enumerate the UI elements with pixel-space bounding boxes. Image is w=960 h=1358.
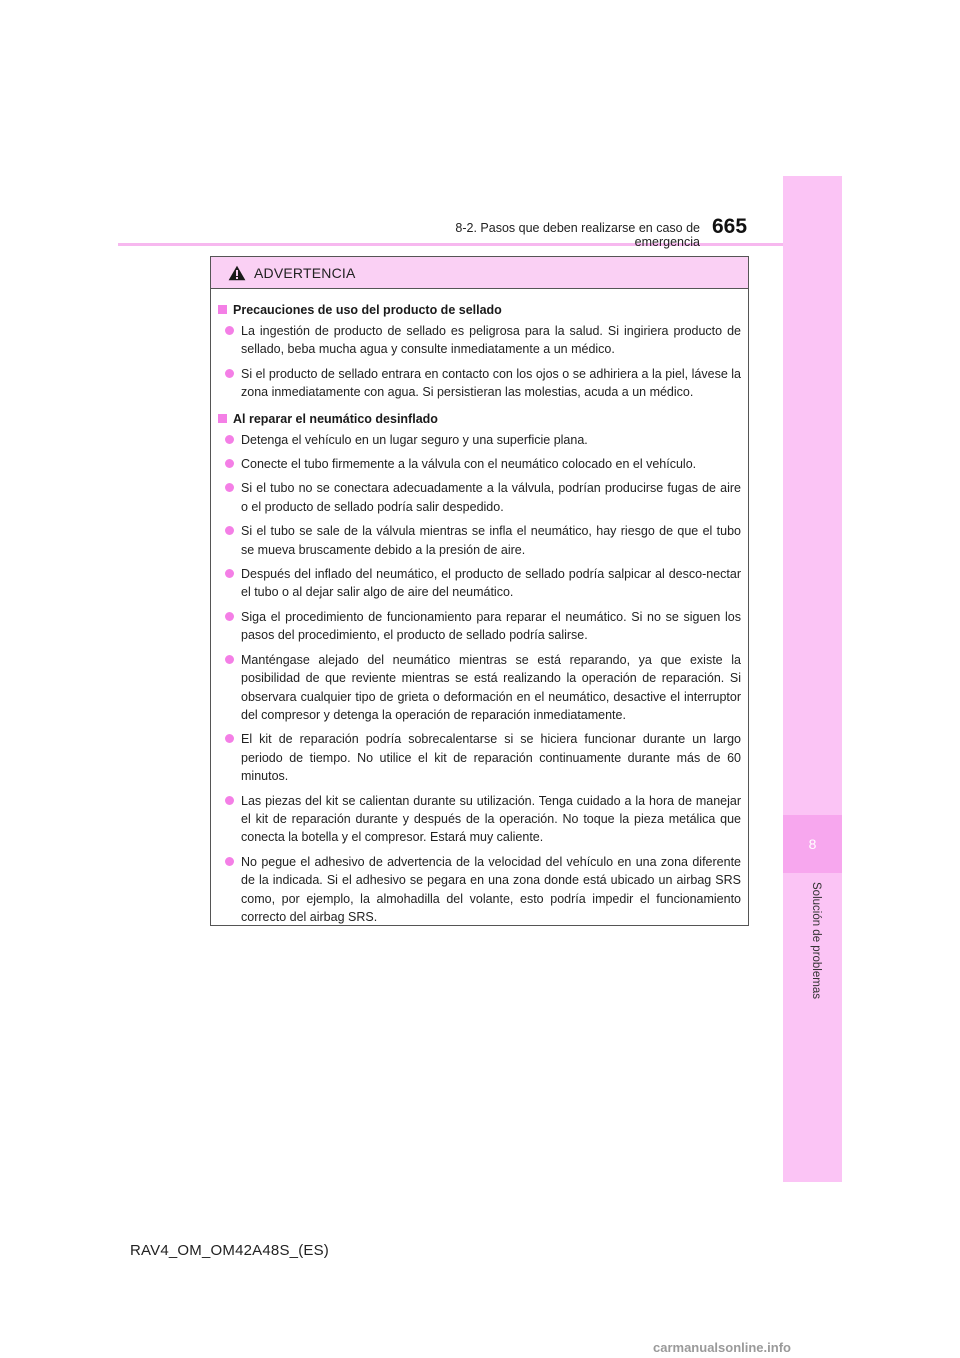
list-item: Manténgase alejado del neumático mientras se está reparando, ya que existe la posibilidad de que reviente mientras se está realizando la operación de reparación. Si observara cualquier tipo de grieta o deformación en el neumático, desactive el interruptor del compresor y detenga la operación de reparación inmediatamente. — [225, 651, 741, 725]
bullet-dot-icon — [225, 459, 234, 468]
warning-header — [211, 257, 748, 289]
list-item: Siga el procedimiento de funcionamiento para reparar el neumático. Si no se siguen los pasos del procedimiento, el producto de sellado podría salirse. — [225, 608, 741, 645]
list-item: La ingestión de producto de sellado es peligrosa para la salud. Si ingiriera producto de sellado, beba mucha agua y consulte inmediatamente a un médico. — [225, 322, 741, 359]
section-heading: Al reparar el neumático desinflado — [218, 410, 741, 428]
list-item: Si el tubo se sale de la válvula mientras se infla el neumático, hay riesgo de que el tubo se mueva bruscamente debido a la presión de aire. — [225, 522, 741, 559]
list-item: Después del inflado del neumático, el producto de sellado podría salpicar al desco-nectar el tubo o al dejar salir algo de aire del neumático. — [225, 565, 741, 602]
bullet-dot-icon — [225, 796, 234, 805]
warning-title: ADVERTENCIA — [254, 264, 356, 281]
bullet-dot-icon — [225, 526, 234, 535]
list-item: Detenga el vehículo en un lugar seguro y una superficie plana. — [225, 431, 741, 449]
list-item: El kit de reparación podría sobrecalentarse si se hiciera funcionar durante un largo periodo de tiempo. No utilice el kit de reparación continuamente durante más de 60 minutos. — [225, 730, 741, 785]
bullet-dot-icon — [225, 326, 234, 335]
bullet-dot-icon — [225, 369, 234, 378]
chapter-title: Solución de problemas — [810, 882, 822, 999]
bullet-dot-icon — [225, 612, 234, 621]
list-item: Conecte el tubo firmemente a la válvula con el neumático colocado en el vehículo. — [225, 455, 741, 473]
section-title: 8-2. Pasos que deben realizarse en caso de emergencia — [455, 221, 700, 249]
list-item: No pegue el adhesivo de advertencia de la velocidad del vehículo en una zona diferente de la indicada. Si el adhesivo se pegara en una zona donde está ubicado un airbag SRS como, por ejemplo, la almohadilla del volante, esto podría impedir el funcionamiento correcto del airbag SRS. — [225, 853, 741, 927]
document-code: RAV4_OM_OM42A48S_(ES) — [130, 1242, 330, 1259]
bullet-dot-icon — [225, 857, 234, 866]
chapter-side-tab — [783, 176, 842, 1182]
bullet-dot-icon — [225, 734, 234, 743]
bullet-dot-icon — [225, 655, 234, 664]
list-item: Si el tubo no se conectara adecuadamente a la válvula, podrían producirse fugas de aire o el producto de sellado podría salir despedido. — [225, 479, 741, 516]
bullet-dot-icon — [225, 435, 234, 444]
chapter-number: 8 — [808, 836, 817, 852]
warning-box — [210, 256, 749, 926]
warning-body — [211, 289, 748, 926]
watermark-link[interactable]: carmanualsonline.info — [653, 1340, 791, 1355]
chapter-number-box[interactable] — [783, 815, 842, 873]
bullet-dot-icon — [225, 569, 234, 578]
square-bullet-icon — [218, 414, 227, 423]
warning-triangle-icon — [228, 265, 246, 281]
list-item: Las piezas del kit se calientan durante su utilización. Tenga cuidado a la hora de manejar el kit de reparación durante y después de la operación. No toque la pieza metálica que conecta la botella y el compresor. Estará muy caliente. — [225, 792, 741, 847]
section-heading: Precauciones de uso del producto de sellado — [218, 301, 741, 319]
square-bullet-icon — [218, 305, 227, 314]
list-item: Si el producto de sellado entrara en contacto con los ojos o se adhiriera a la piel, lávese la zona inmediatamente con agua. Si persistieran las molestias, acuda a un médico. — [225, 365, 741, 402]
page-number: 665 — [712, 215, 748, 238]
bullet-dot-icon — [225, 483, 234, 492]
